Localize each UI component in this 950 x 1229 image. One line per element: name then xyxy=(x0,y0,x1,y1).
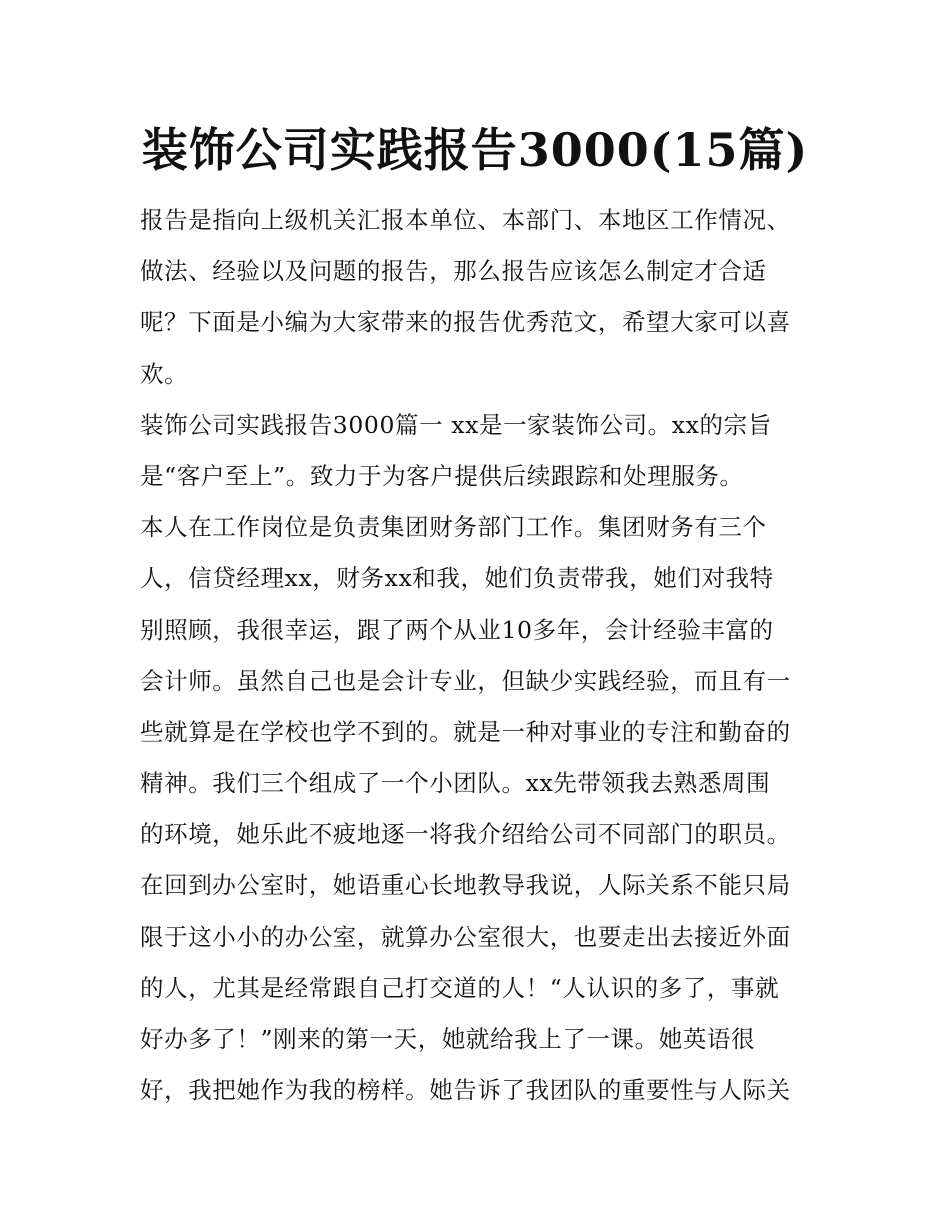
text-line: 装饰公司实践报告3000篇一 xx是一家装饰公司。xx的宗旨 xyxy=(140,410,772,439)
document-body xyxy=(140,195,820,1116)
text-line: 好，我把她作为我的榜样。她告诉了我团队的重要性与人际关 xyxy=(140,1076,791,1105)
text-line: 人，信贷经理xx，财务xx和我，她们负责带我，她们对我特 xyxy=(140,564,774,593)
text-line: 本人在工作岗位是负责集团财务部门工作。集团财务有三个 xyxy=(140,513,767,542)
text-line: 别照顾，我很幸运，跟了两个从业10多年，会计经验丰富的 xyxy=(140,615,774,644)
text-line: 好办多了！”刚来的第一天，她就给我上了一课。她英语很 xyxy=(140,1025,756,1053)
text-line: 欢。 xyxy=(140,359,189,388)
text-line: 的环境，她乐此不疲地逐一将我介绍给公司不同部门的职员。 xyxy=(140,820,791,849)
text-line: 精神。我们三个组成了一个小团队。xx先带领我去熟悉周围 xyxy=(140,769,771,798)
text-line: 报告是指向上级机关汇报本单位、本部门、本地区工作情况、 xyxy=(140,206,791,234)
text-line: 的人，尤其是经常跟自己打交道的人！“人认识的多了，事就 xyxy=(140,973,780,1002)
text-line: 呢？下面是小编为大家带来的报告优秀范文，希望大家可以喜 xyxy=(140,308,791,337)
text-line: 是“客户至上”。致力于为客户提供后续跟踪和处理服务。 xyxy=(140,461,744,490)
text-line: 在回到办公室时，她语重心长地教导我说，人际关系不能只局 xyxy=(140,871,791,900)
text-line: 些就算是在学校也学不到的。就是一种对事业的专注和勤奋的 xyxy=(140,717,791,746)
text-line: 限于这小小的办公室，就算办公室很大，也要走出去接近外面 xyxy=(140,922,791,951)
document-title: 装饰公司实践报告3000(15篇) xyxy=(141,123,809,177)
text-line: 做法、经验以及问题的报告，那么报告应该怎么制定才合适 xyxy=(140,257,767,286)
text-line: 会计师。虽然自己也是会计专业，但缺少实践经验，而且有一 xyxy=(140,666,791,695)
